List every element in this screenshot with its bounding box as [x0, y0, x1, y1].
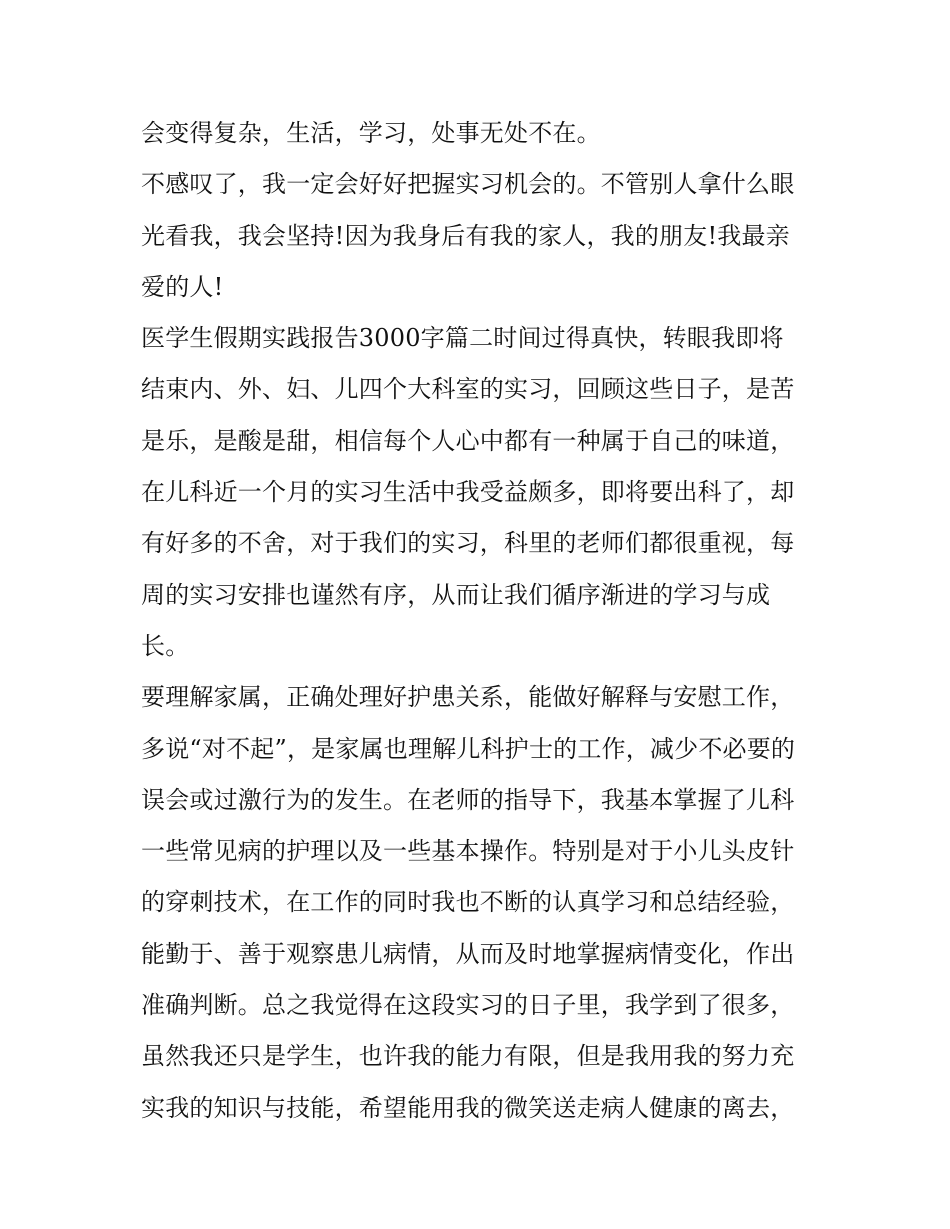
- text-line: 虽然我还只是学生，也许我的能力有限，但是我用我的努力充: [141, 1042, 795, 1071]
- text-line: 是乐，是酸是甜，相信每个人心中都有一种属于自己的味道，: [141, 426, 795, 455]
- body-text: [141, 108, 821, 1134]
- text-line: 周的实习安排也谨然有序，从而让我们循序渐进的学习与成: [141, 580, 771, 609]
- text-line: 的穿刺技术，在工作的同时我也不断的认真学习和总结经验，: [141, 888, 795, 917]
- text-line: 不感叹了，我一定会好好把握实习机会的。不管别人拿什么眼: [141, 170, 795, 199]
- text-line: 能勤于、善于观察患儿病情，从而及时地掌握病情变化，作出: [141, 939, 795, 968]
- text-line: 爱的人!: [141, 272, 224, 301]
- text-line: 误会或过激行为的发生。在老师的指导下，我基本掌握了儿科: [141, 785, 795, 814]
- text-line: 准确判断。总之我觉得在这段实习的日子里，我学到了很多，: [141, 991, 795, 1020]
- text-line: 长。: [141, 631, 190, 660]
- text-line: 一些常见病的护理以及一些基本操作。特别是对于小儿头皮针: [141, 837, 795, 866]
- text-line: 会变得复杂，生活，学习，处事无处不在。: [141, 119, 601, 147]
- text-line: 实我的知识与技能，希望能用我的微笑送走病人健康的离去，: [141, 1093, 795, 1122]
- text-line: 要理解家属，正确处理好护患关系，能做好解释与安慰工作，: [141, 683, 795, 712]
- text-line: 光看我，我会坚持!因为我身后有我的家人，我的朋友!我最亲: [141, 221, 790, 250]
- text-line: 在儿科近一个月的实习生活中我受益颇多，即将要出科了，却: [141, 478, 795, 507]
- text-line: 有好多的不舍，对于我们的实习，科里的老师们都很重视，每: [141, 529, 795, 558]
- text-line: 多说“对不起”，是家属也理解儿科护士的工作，减少不必要的: [141, 734, 796, 763]
- text-line: 医学生假期实践报告3000字篇二时间过得真快，转眼我即将: [141, 324, 784, 353]
- text-line: 结束内、外、妇、儿四个大科室的实习，回顾这些日子，是苦: [141, 375, 795, 404]
